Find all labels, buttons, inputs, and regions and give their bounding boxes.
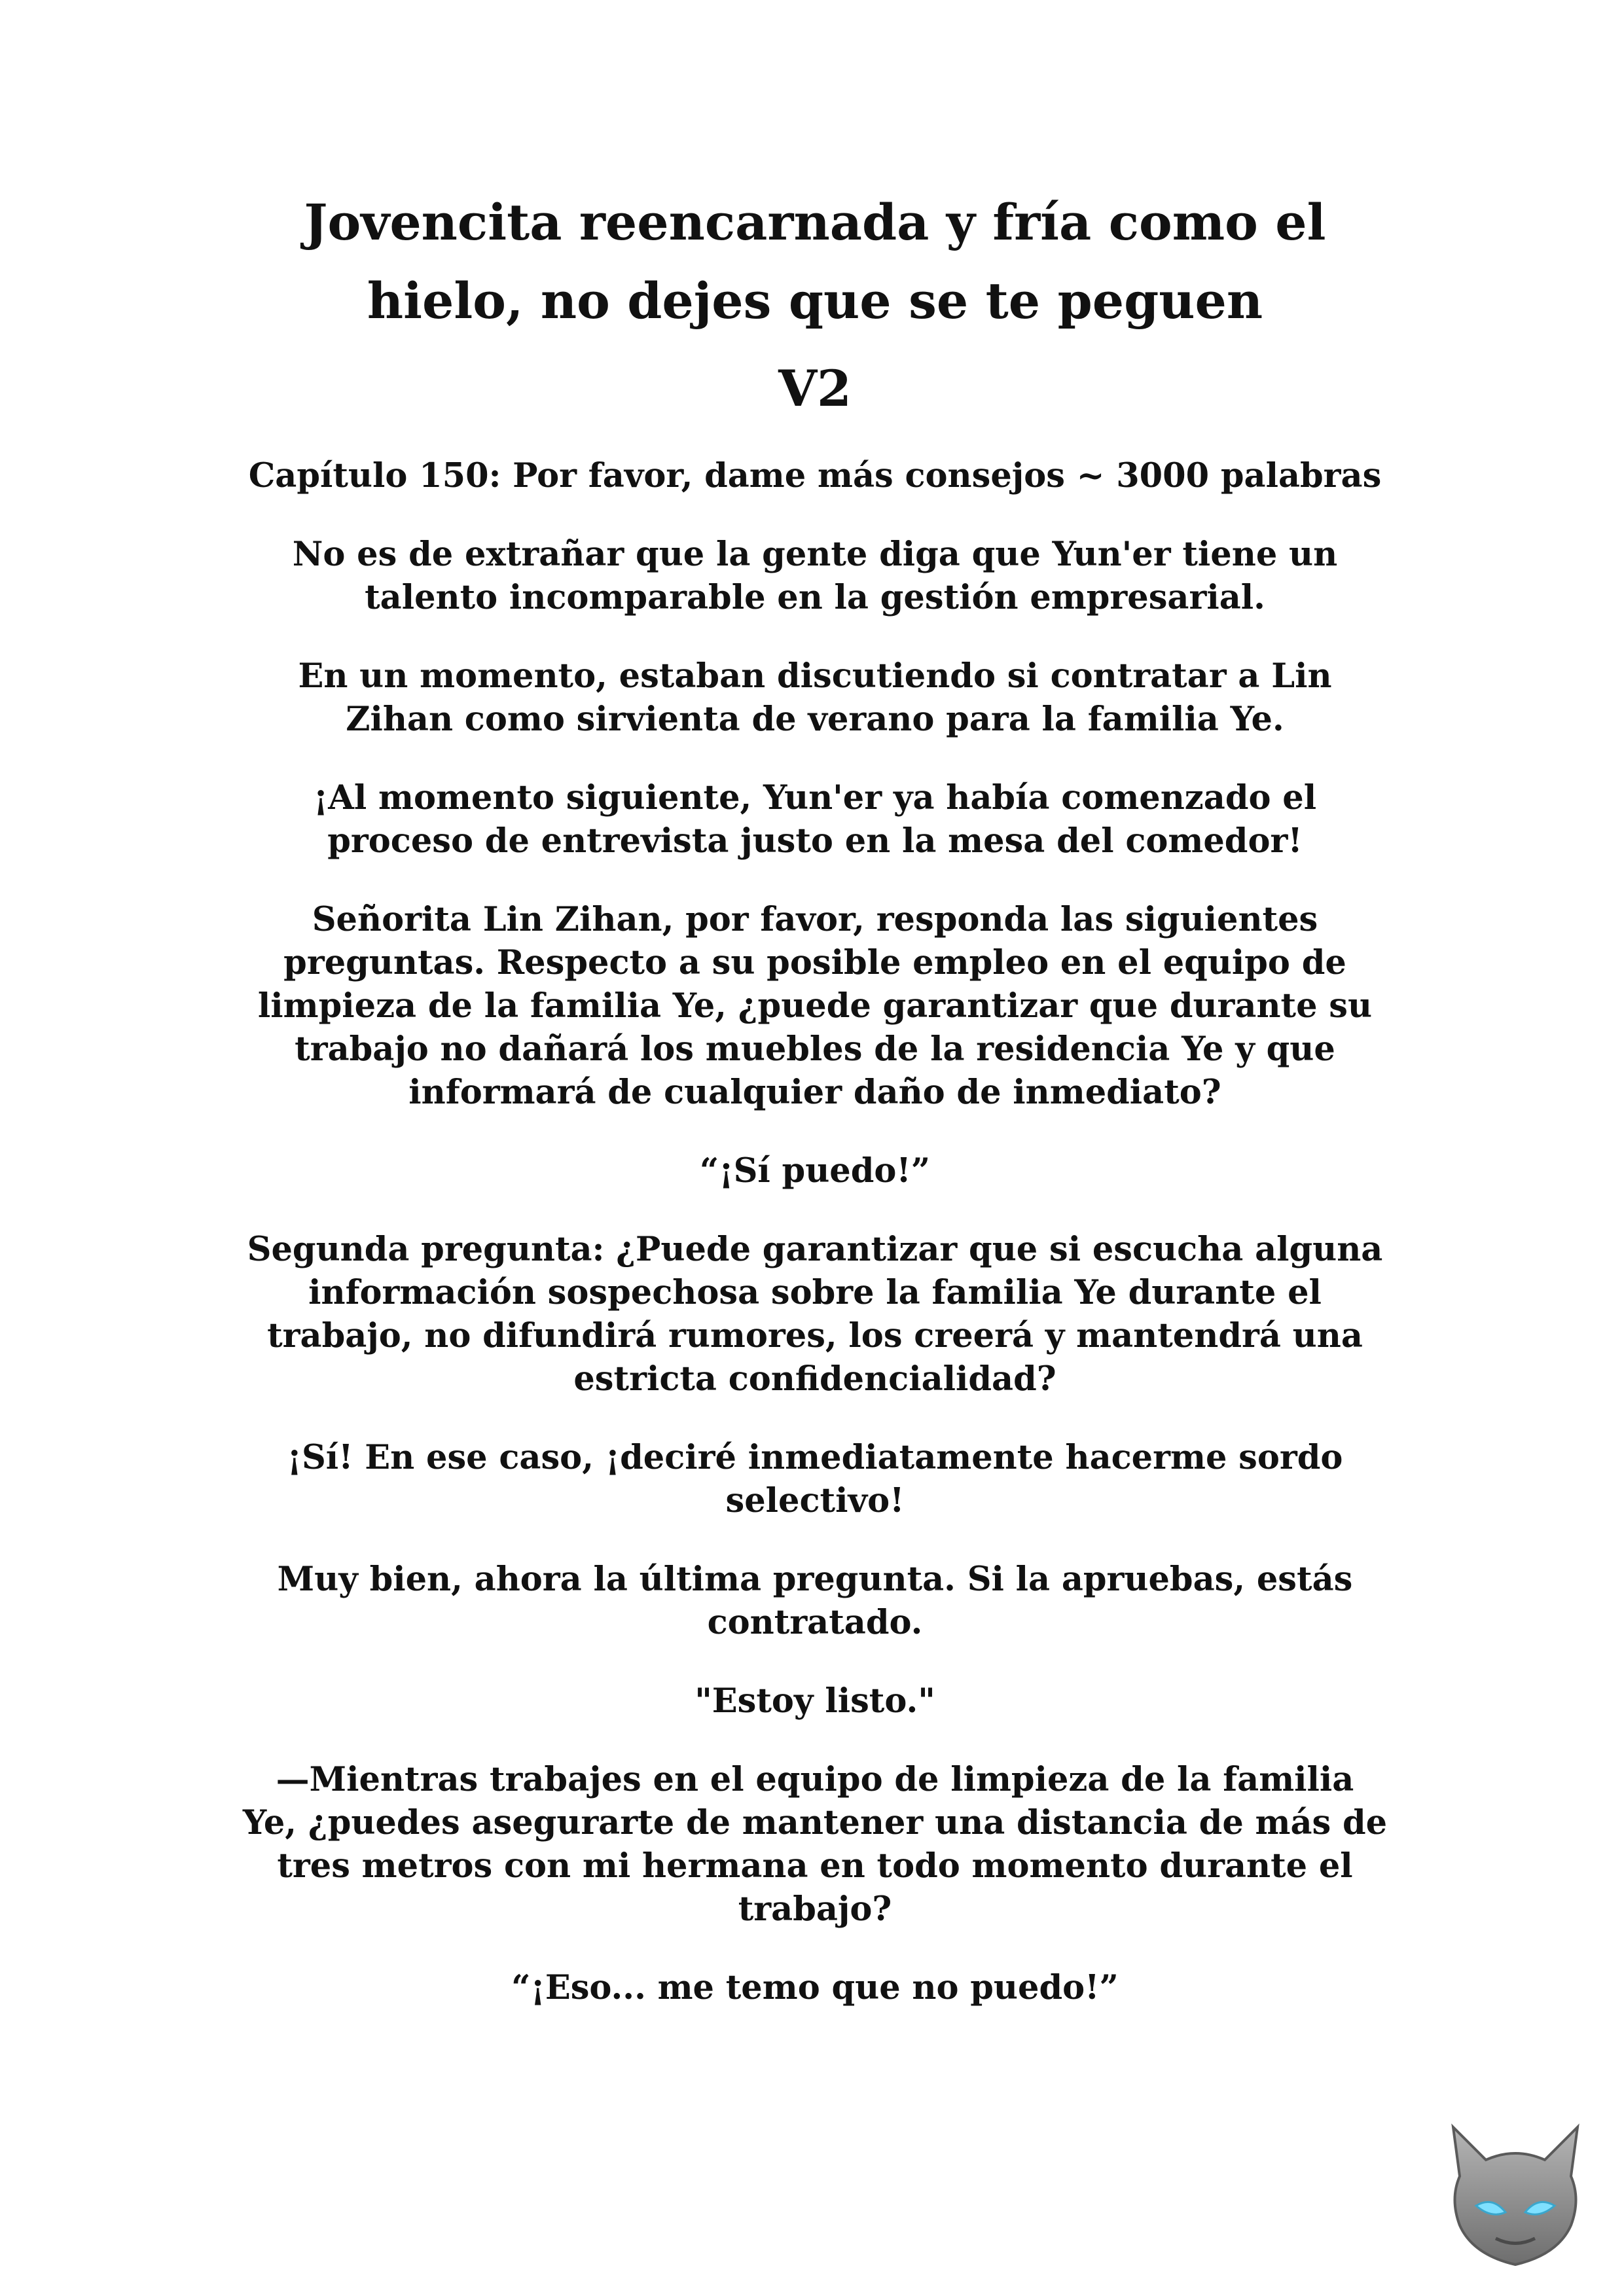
paragraph: “¡Sí puedo!”	[699, 1151, 931, 1191]
paragraph: ¡Sí! En ese caso, ¡deciré inmediatamente hacerme sordo selectivo!	[287, 1438, 1343, 1520]
paragraph: Muy bien, ahora la última pregunta. Si la apruebas, estás contratado.	[277, 1560, 1353, 1642]
paragraph: Segunda pregunta: ¿Puede garantizar que si escucha alguna información sospechosa sobre la familia Ye durante el trabajo, no difundirá rumores, los creerá y mantendrá una estricta confidencialidad?	[247, 1230, 1383, 1399]
volume-label: V2	[778, 359, 852, 418]
paragraph: "Estoy listo."	[695, 1681, 935, 1721]
logo-svg	[1440, 2114, 1591, 2271]
paragraph: —Mientras trabajes en el equipo de limpieza de la familia Ye, ¿puedes asegurarte de mantener una distancia de más de tres metros con mi hermana en todo momento durante el trabajo?	[242, 1760, 1388, 1929]
paragraph: No es de extrañar que la gente diga que Yun'er tiene un talento incomparable en la gestión empresarial.	[292, 535, 1338, 617]
document-page	[216, 183, 1414, 2009]
book-title: Jovencita reencarnada y fría como el hielo, no dejes que se te peguen	[304, 193, 1326, 330]
paragraph: En un momento, estaban discutiendo si contratar a Lin Zihan como sirvienta de verano para la familia Ye.	[298, 656, 1332, 739]
paragraph: ¡Al momento siguiente, Yun'er ya había comenzado el proceso de entrevista justo en la mesa del comedor!	[313, 778, 1317, 861]
horned-demon-head-icon	[1440, 2114, 1591, 2271]
paragraph: “¡Eso... me temo que no puedo!”	[511, 1968, 1119, 2007]
paragraph: Señorita Lin Zihan, por favor, responda las siguientes preguntas. Respecto a su posible empleo en el equipo de limpieza de la familia Ye, ¿puede garantizar que durante su trabajo no dañará los muebles de la residencia Ye y que informará de cualquier daño de inmediato?	[257, 900, 1373, 1112]
chapter-title: Capítulo 150: Por favor, dame más consejos ~ 3000 palabras	[248, 456, 1382, 495]
